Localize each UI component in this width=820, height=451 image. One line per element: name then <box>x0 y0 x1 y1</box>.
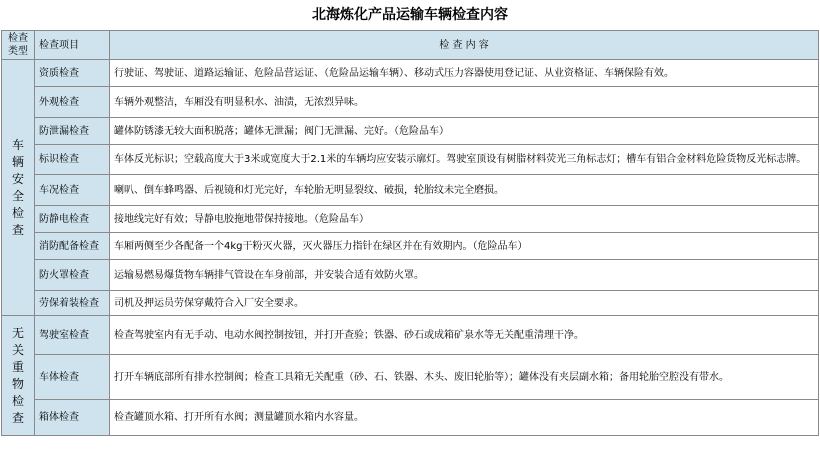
row-item: 驾驶室检查 <box>35 316 110 355</box>
row-content: 喇叭、倒车蜂鸣器、后视镜和灯光完好，车轮胎无明显裂纹、破损，轮胎纹未完全磨损。 <box>110 175 819 206</box>
header-item: 检查项目 <box>35 31 110 60</box>
table-row <box>2 260 819 291</box>
row-content: 检查罐顶水箱、打开所有水阀；测量罐顶水箱内水容量。 <box>110 400 819 436</box>
table-row <box>2 87 819 118</box>
row-content: 司机及押运员劳保穿戴符合入厂安全要求。 <box>110 291 819 316</box>
row-item: 外观检查 <box>35 87 110 118</box>
table-row <box>2 175 819 206</box>
row-content: 车辆外观整洁，车厢没有明显积水、油渍，无浓烈异味。 <box>110 87 819 118</box>
category-cell-irrelevant-weight <box>2 316 35 436</box>
row-item: 资质检查 <box>35 60 110 87</box>
category-vehicle-safety: 车辆安全检查 <box>11 137 24 237</box>
row-item: 劳保着装检查 <box>35 291 110 316</box>
header-category: 检查类型 <box>8 33 28 57</box>
row-content: 打开车辆底部所有排水控制阀；检查工具箱无关配重（砂、石、铁器、木头、废旧轮胎等）；罐体没有夹层副水箱；备用轮胎空腔没有带水。 <box>110 355 819 400</box>
table-row <box>2 118 819 145</box>
table-row <box>2 233 819 260</box>
row-item: 消防配备检查 <box>35 233 110 260</box>
table-row <box>2 60 819 87</box>
table-row <box>2 400 819 436</box>
row-content: 接地线完好有效；导静电胶拖地带保持接地。（危险品车） <box>110 206 819 233</box>
table-row <box>2 355 819 400</box>
category-cell-vehicle-safety <box>2 60 35 316</box>
header-category-cell <box>2 31 35 60</box>
row-item: 车况检查 <box>35 175 110 206</box>
row-content: 运输易燃易爆货物车辆排气管设在车身前部，并安装合适有效防火罩。 <box>110 260 819 291</box>
row-content: 行驶证、驾驶证、道路运输证、危险品营运证、（危险品运输车辆）、移动式压力容器使用登记证、从业资格证、车辆保险有效。 <box>110 60 819 87</box>
row-content: 车厢两侧至少各配备一个4kg干粉灭火器，灭火器压力指针在绿区并在有效期内。（危险品车） <box>110 233 819 260</box>
row-item: 防火罩检查 <box>35 260 110 291</box>
row-item: 箱体检查 <box>35 400 110 436</box>
row-item: 防泄漏检查 <box>35 118 110 145</box>
row-content: 罐体防锈漆无较大面积脱落；罐体无泄漏；阀门无泄漏、完好。（危险品车） <box>110 118 819 145</box>
row-content: 检查驾驶室内有无手动、电动水阀控制按钮，并打开查验；铁器、砂石或成箱矿泉水等无关配重清理干净。 <box>110 316 819 355</box>
header-content: 检 查 内 容 <box>110 31 819 60</box>
row-item: 标识检查 <box>35 145 110 175</box>
row-item: 车体检查 <box>35 355 110 400</box>
table-row <box>2 316 819 355</box>
page-title: 北海炼化产品运输车辆检查内容 <box>312 7 508 23</box>
row-item: 防静电检查 <box>35 206 110 233</box>
row-content: 车体反光标识；空载高度大于3米或宽度大于2.1米的车辆均应安装示廓灯。驾驶室顶设有树脂材料荧光三角标志灯；槽车有铝合金材料危险货物反光标志牌。 <box>110 145 819 175</box>
category-irrelevant-weight: 无关重物检查 <box>11 325 24 425</box>
table-row <box>2 145 819 175</box>
table-row <box>2 206 819 233</box>
table-row <box>2 291 819 316</box>
inspection-table <box>1 30 819 436</box>
table-header-row <box>2 31 819 60</box>
